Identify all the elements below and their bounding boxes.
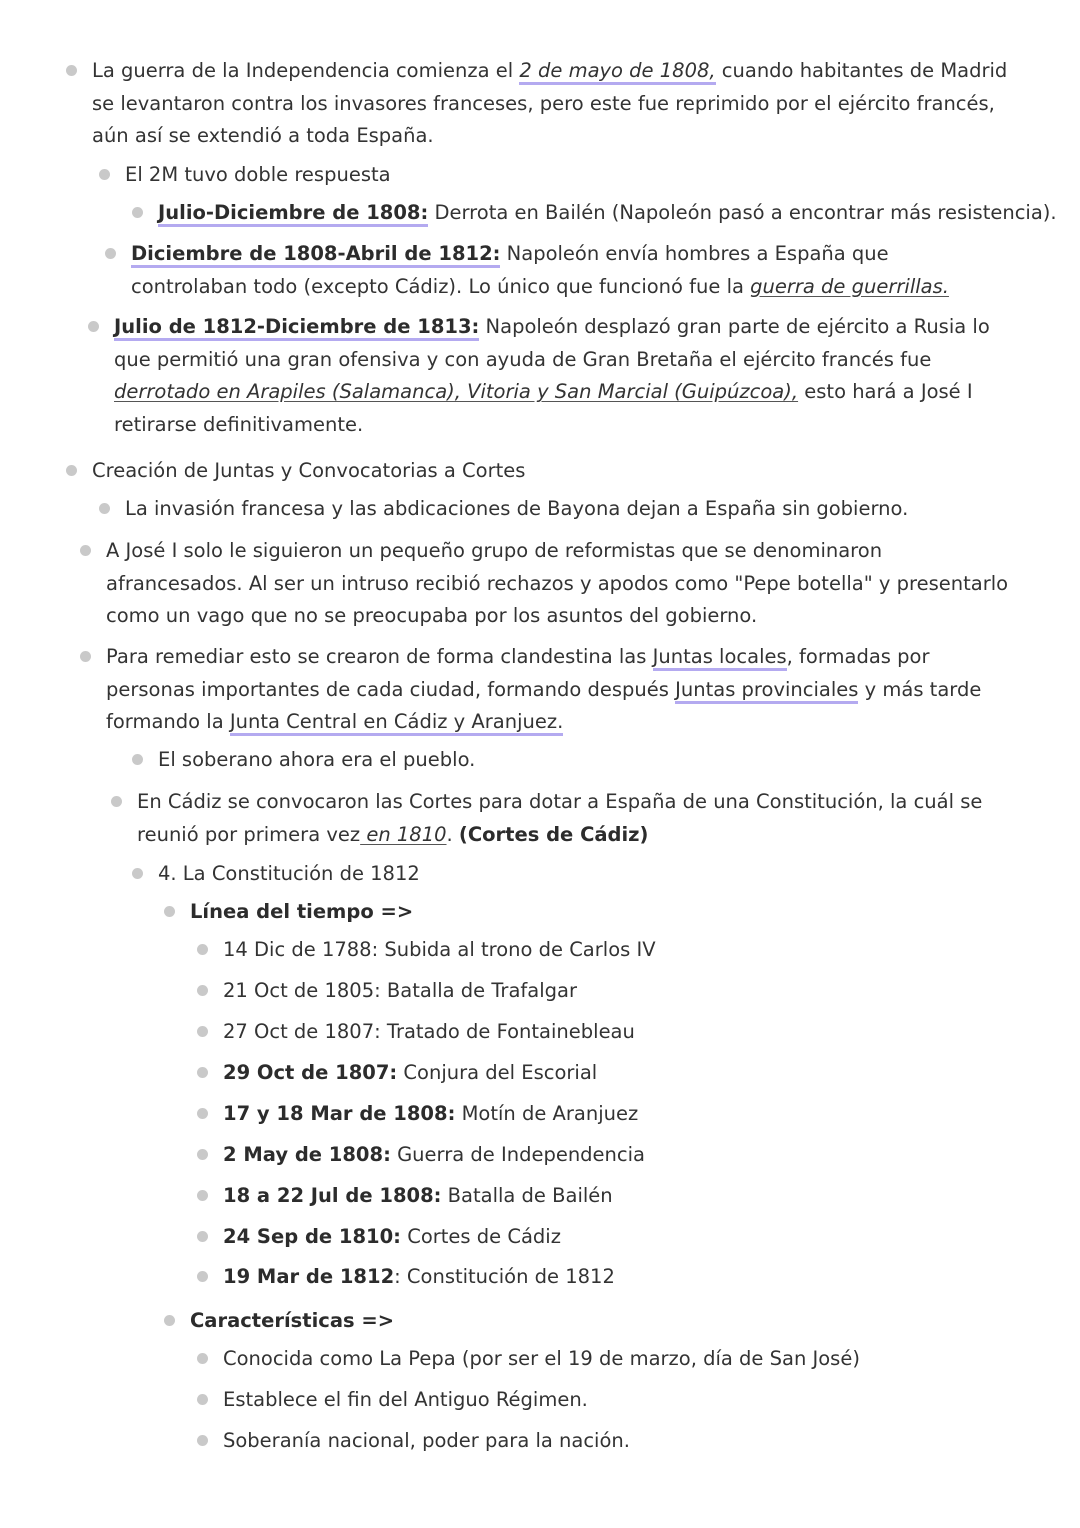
bullet-diciembre-1808-abril-1812: Diciembre de 1808-Abril de 1812: Napoleón envía hombres a España que controlaban todo (excepto Cádiz). Lo único que funcionó fue la guerra de guerrillas. bbox=[131, 238, 1011, 303]
bullet-dot bbox=[164, 906, 175, 917]
caracteristica-item: Establece el fin del Antiguo Régimen. bbox=[223, 1384, 588, 1417]
bullet-creacion-juntas: Creación de Juntas y Convocatorias a Cortes bbox=[92, 455, 1027, 488]
caracteristica-item: Soberanía nacional, poder para la nación. bbox=[223, 1425, 630, 1458]
bullet-julio-1812-diciembre-1813: Julio de 1812-Diciembre de 1813: Napoleón desplazó gran parte de ejército a Rusia lo que permitió una gran ofensiva y con ayuda de Gran Bretaña el ejército francés fue derrotado en Arapiles (Salamanca), Vitoria y San Marcial (Guipúzcoa), esto hará a José I retirarse definitivamente. bbox=[114, 311, 1019, 441]
bullet-dot bbox=[197, 1435, 208, 1446]
timeline-item: 19 Mar de 1812: Constitución de 1812 bbox=[223, 1261, 615, 1294]
bullet-dot bbox=[99, 169, 110, 180]
guerrillas-link: guerra de guerrillas. bbox=[750, 274, 949, 298]
bullet-dot bbox=[99, 503, 110, 514]
bullet-dot bbox=[197, 1190, 208, 1201]
bullet-guerra-independencia: La guerra de la Independencia comienza el 2 de mayo de 1808, cuando habitantes de Madrid se levantaron contra los invasores franceses, pero este fue reprimido por el ejército francés, aún así se extendió a toda España. bbox=[92, 55, 1027, 153]
timeline-item: 24 Sep de 1810: Cortes de Cádiz bbox=[223, 1221, 561, 1254]
timeline-item: 21 Oct de 1805: Batalla de Trafalgar bbox=[223, 975, 577, 1008]
bullet-dot bbox=[66, 65, 77, 76]
bullet-dot bbox=[164, 1315, 175, 1326]
bullet-dot bbox=[80, 651, 91, 662]
bullet-dot bbox=[132, 754, 143, 765]
bullet-dot bbox=[197, 1108, 208, 1119]
bullet-dot bbox=[66, 465, 77, 476]
caracteristica-item: Conocida como La Pepa (por ser el 19 de marzo, día de San José) bbox=[223, 1343, 860, 1376]
bullet-dot bbox=[197, 1067, 208, 1078]
timeline-item: 29 Oct de 1807: Conjura del Escorial bbox=[223, 1057, 597, 1090]
timeline-heading: Línea del tiempo => bbox=[190, 896, 1050, 929]
battles-link: derrotado en Arapiles (Salamanca), Vitoria y San Marcial (Guipúzcoa), bbox=[114, 380, 799, 404]
bullet-dot bbox=[111, 796, 122, 807]
highlight-date: 2 de mayo de 1808, bbox=[519, 59, 715, 85]
bullet-cortes-cadiz: En Cádiz se convocaron las Cortes para dotar a España de una Constitución, la cuál se reunió por primera vez en 1810. (Cortes de Cádiz) bbox=[137, 786, 1037, 851]
bullet-invasion-francesa: La invasión francesa y las abdicaciones de Bayona dejan a España sin gobierno. bbox=[125, 493, 1045, 526]
bullet-dot bbox=[197, 1271, 208, 1282]
bullet-jose-i: A José I solo le siguieron un pequeño grupo de reformistas que se denominaron afrancesados. Al ser un intruso recibió rechazos y apodos como "Pepe botella" y presentarlo como un vago que no se preocupaba por los asuntos del gobierno. bbox=[106, 535, 1024, 633]
bullet-juntas: Para remediar esto se crearon de forma clandestina las Juntas locales, formadas por personas importantes de cada ciudad, formando después Juntas provinciales y más tarde formando la Junta Central en Cádiz y Aranjuez. bbox=[106, 641, 1011, 739]
bullet-dot bbox=[80, 545, 91, 556]
bullet-soberano: El soberano ahora era el pueblo. bbox=[158, 744, 1038, 777]
timeline-item: 14 Dic de 1788: Subida al trono de Carlos IV bbox=[223, 934, 656, 967]
timeline-item: 2 May de 1808: Guerra de Independencia bbox=[223, 1139, 645, 1172]
bullet-dot bbox=[88, 321, 99, 332]
bullet-2m: El 2M tuvo doble respuesta bbox=[125, 159, 1025, 192]
timeline-item: 17 y 18 Mar de 1808: Motín de Aranjuez bbox=[223, 1098, 638, 1131]
timeline-item: 27 Oct de 1807: Tratado de Fontainebleau bbox=[223, 1016, 635, 1049]
bullet-dot bbox=[197, 1353, 208, 1364]
bullet-dot bbox=[197, 1149, 208, 1160]
bullet-dot bbox=[197, 1026, 208, 1037]
bullet-dot bbox=[197, 985, 208, 996]
bullet-dot bbox=[132, 207, 143, 218]
timeline-item: 18 a 22 Jul de 1808: Batalla de Bailén bbox=[223, 1180, 613, 1213]
bullet-dot bbox=[132, 868, 143, 879]
bullet-constitucion-1812: 4. La Constitución de 1812 bbox=[158, 858, 1038, 891]
bullet-dot bbox=[197, 1231, 208, 1242]
bullet-dot bbox=[197, 944, 208, 955]
bullet-julio-diciembre-1808: Julio-Diciembre de 1808: Derrota en Bailén (Napoleón pasó a encontrar más resistencia). bbox=[158, 197, 1058, 230]
bullet-dot bbox=[197, 1394, 208, 1405]
bullet-dot bbox=[105, 248, 116, 259]
caracteristicas-heading: Características => bbox=[190, 1305, 1050, 1338]
